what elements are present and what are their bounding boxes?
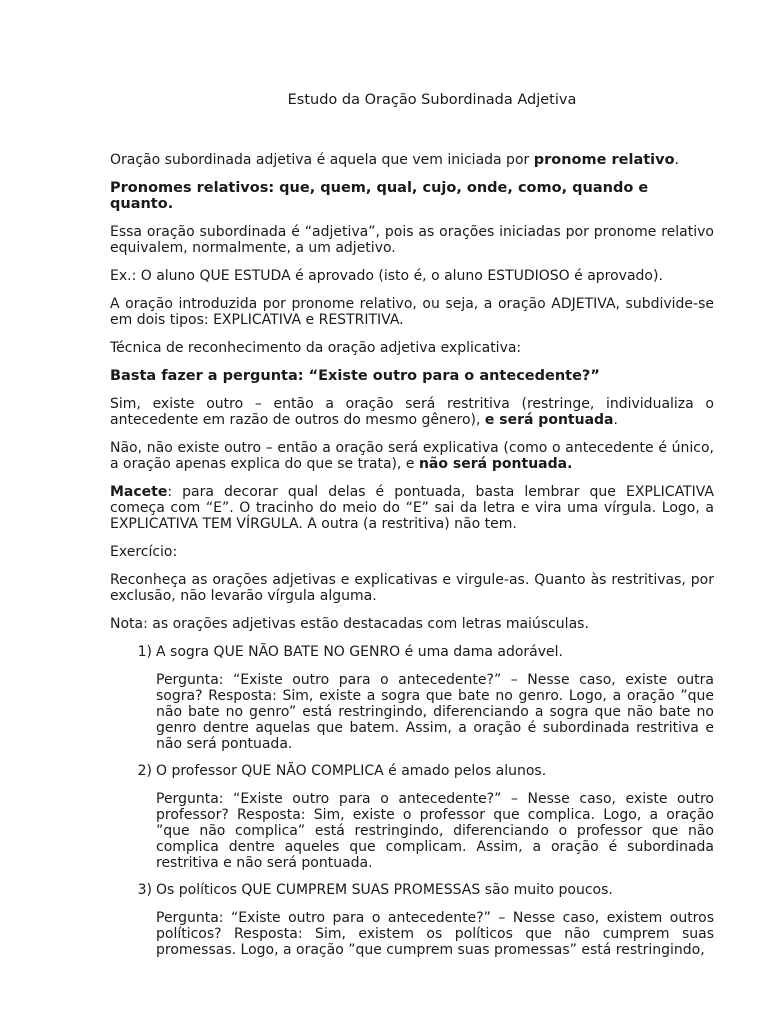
item-sentence: A sogra QUE NÃO BATE NO GENRO é uma dama adorável. bbox=[156, 644, 563, 660]
paragraph-text: Não, não existe outro – então a oração será explicativa (como o antecedente é único, a oração apenas explica do que se trata), e bbox=[110, 440, 714, 472]
item-number: 3) bbox=[137, 882, 152, 898]
paragraph-text: Oração subordinada adjetiva é aquela que vem iniciada por bbox=[110, 152, 534, 168]
item-explanation: Pergunta: “Existe outro para o antecedente?” – Nesse caso, existem outros políticos? Resposta: Sim, existem os políticos que não cumprem suas promessas. Logo, a oração ”que cumprem suas promessas” está restringindo, bbox=[156, 910, 714, 958]
paragraph-technique: Técnica de reconhecimento da oração adjetiva explicativa: bbox=[110, 340, 522, 356]
paragraph-exercise-heading: Exercício: bbox=[110, 544, 178, 560]
paragraph-question bbox=[110, 368, 714, 384]
paragraph-explicative bbox=[110, 440, 714, 472]
list-item bbox=[110, 763, 714, 871]
pronouns-list: Pronomes relativos: que, quem, qual, cujo, onde, como, quando e quanto. bbox=[110, 180, 649, 212]
paragraph-types: A oração introduzida por pronome relativo, ou seja, a oração ADJETIVA, subdivide-se em dois tipos: EXPLICATIVA e RESTRITIVA. bbox=[110, 296, 714, 328]
bold-term: pronome relativo bbox=[533, 152, 675, 168]
item-number: 1) bbox=[137, 644, 152, 660]
paragraph-restrictive bbox=[110, 396, 714, 428]
bold-term: e será pontuada bbox=[484, 412, 614, 428]
bold-term: não será pontuada. bbox=[418, 456, 573, 472]
paragraph-end: . bbox=[674, 152, 679, 168]
document-title: Estudo da Oração Subordinada Adjetiva bbox=[287, 92, 577, 108]
item-sentence: Os políticos QUE CUMPREM SUAS PROMESSAS são muito poucos. bbox=[156, 882, 613, 898]
list-item bbox=[110, 882, 714, 958]
paragraph-definition bbox=[110, 152, 714, 168]
paragraph-pronouns bbox=[110, 180, 714, 212]
paragraph-exercise-instructions: Reconheça as orações adjetivas e explicativas e virgule-as. Quanto às restritivas, por exclusão, não levarão vírgula alguma. bbox=[110, 572, 714, 604]
item-explanation: Pergunta: “Existe outro para o antecedente?” – Nesse caso, existe outra sogra? Resposta: Sim, existe a sogra que bate no genro. Logo, a oração ”que não bate no genro” está restringindo, diferenciando a sogra que não bate no genro dentre aquelas que batem. Assim, a oração é subordinada restritiva e não será pontuada. bbox=[156, 672, 714, 752]
paragraph-text: Sim, existe outro – então a oração será restritiva (restringe, individualiza o antecedente em razão de outros do mesmo gênero), bbox=[110, 396, 714, 428]
list-item bbox=[110, 644, 714, 752]
paragraph-text: : para decorar qual delas é pontuada, basta lembrar que EXPLICATIVA começa com “E”. O tracinho do meio do “E” sai da letra e vira uma vírgula. Logo, a EXPLICATIVA TEM VÍRGULA. A outra (a restritiva) não tem. bbox=[110, 484, 714, 532]
paragraph-adjective-explanation: Essa oração subordinada é “adjetiva”, pois as orações iniciadas por pronome relativo equivalem, normalmente, a um adjetivo. bbox=[110, 224, 714, 256]
exercise-list bbox=[110, 644, 714, 958]
item-number: 2) bbox=[137, 763, 152, 779]
paragraph-example: Ex.: O aluno QUE ESTUDA é aprovado (isto é, o aluno ESTUDIOSO é aprovado). bbox=[110, 268, 663, 284]
item-sentence: O professor QUE NÃO COMPLICA é amado pelos alunos. bbox=[156, 763, 547, 779]
paragraph-end: . bbox=[613, 412, 618, 428]
paragraph-note: Nota: as orações adjetivas estão destacadas com letras maiúsculas. bbox=[110, 616, 589, 632]
paragraph-macete bbox=[110, 484, 714, 532]
bold-term: Macete bbox=[110, 484, 168, 500]
item-explanation: Pergunta: “Existe outro para o antecedente?” – Nesse caso, existe outro professor? Resposta: Sim, existe o professor que complica. Logo, a oração ”que não complica” está restringindo, diferenciando o professor que não complica dentre aqueles que complicam. Assim, a oração é subordinada restritiva e não será pontuada. bbox=[156, 791, 714, 871]
question-text: Basta fazer a pergunta: “Existe outro para o antecedente?” bbox=[110, 368, 600, 384]
